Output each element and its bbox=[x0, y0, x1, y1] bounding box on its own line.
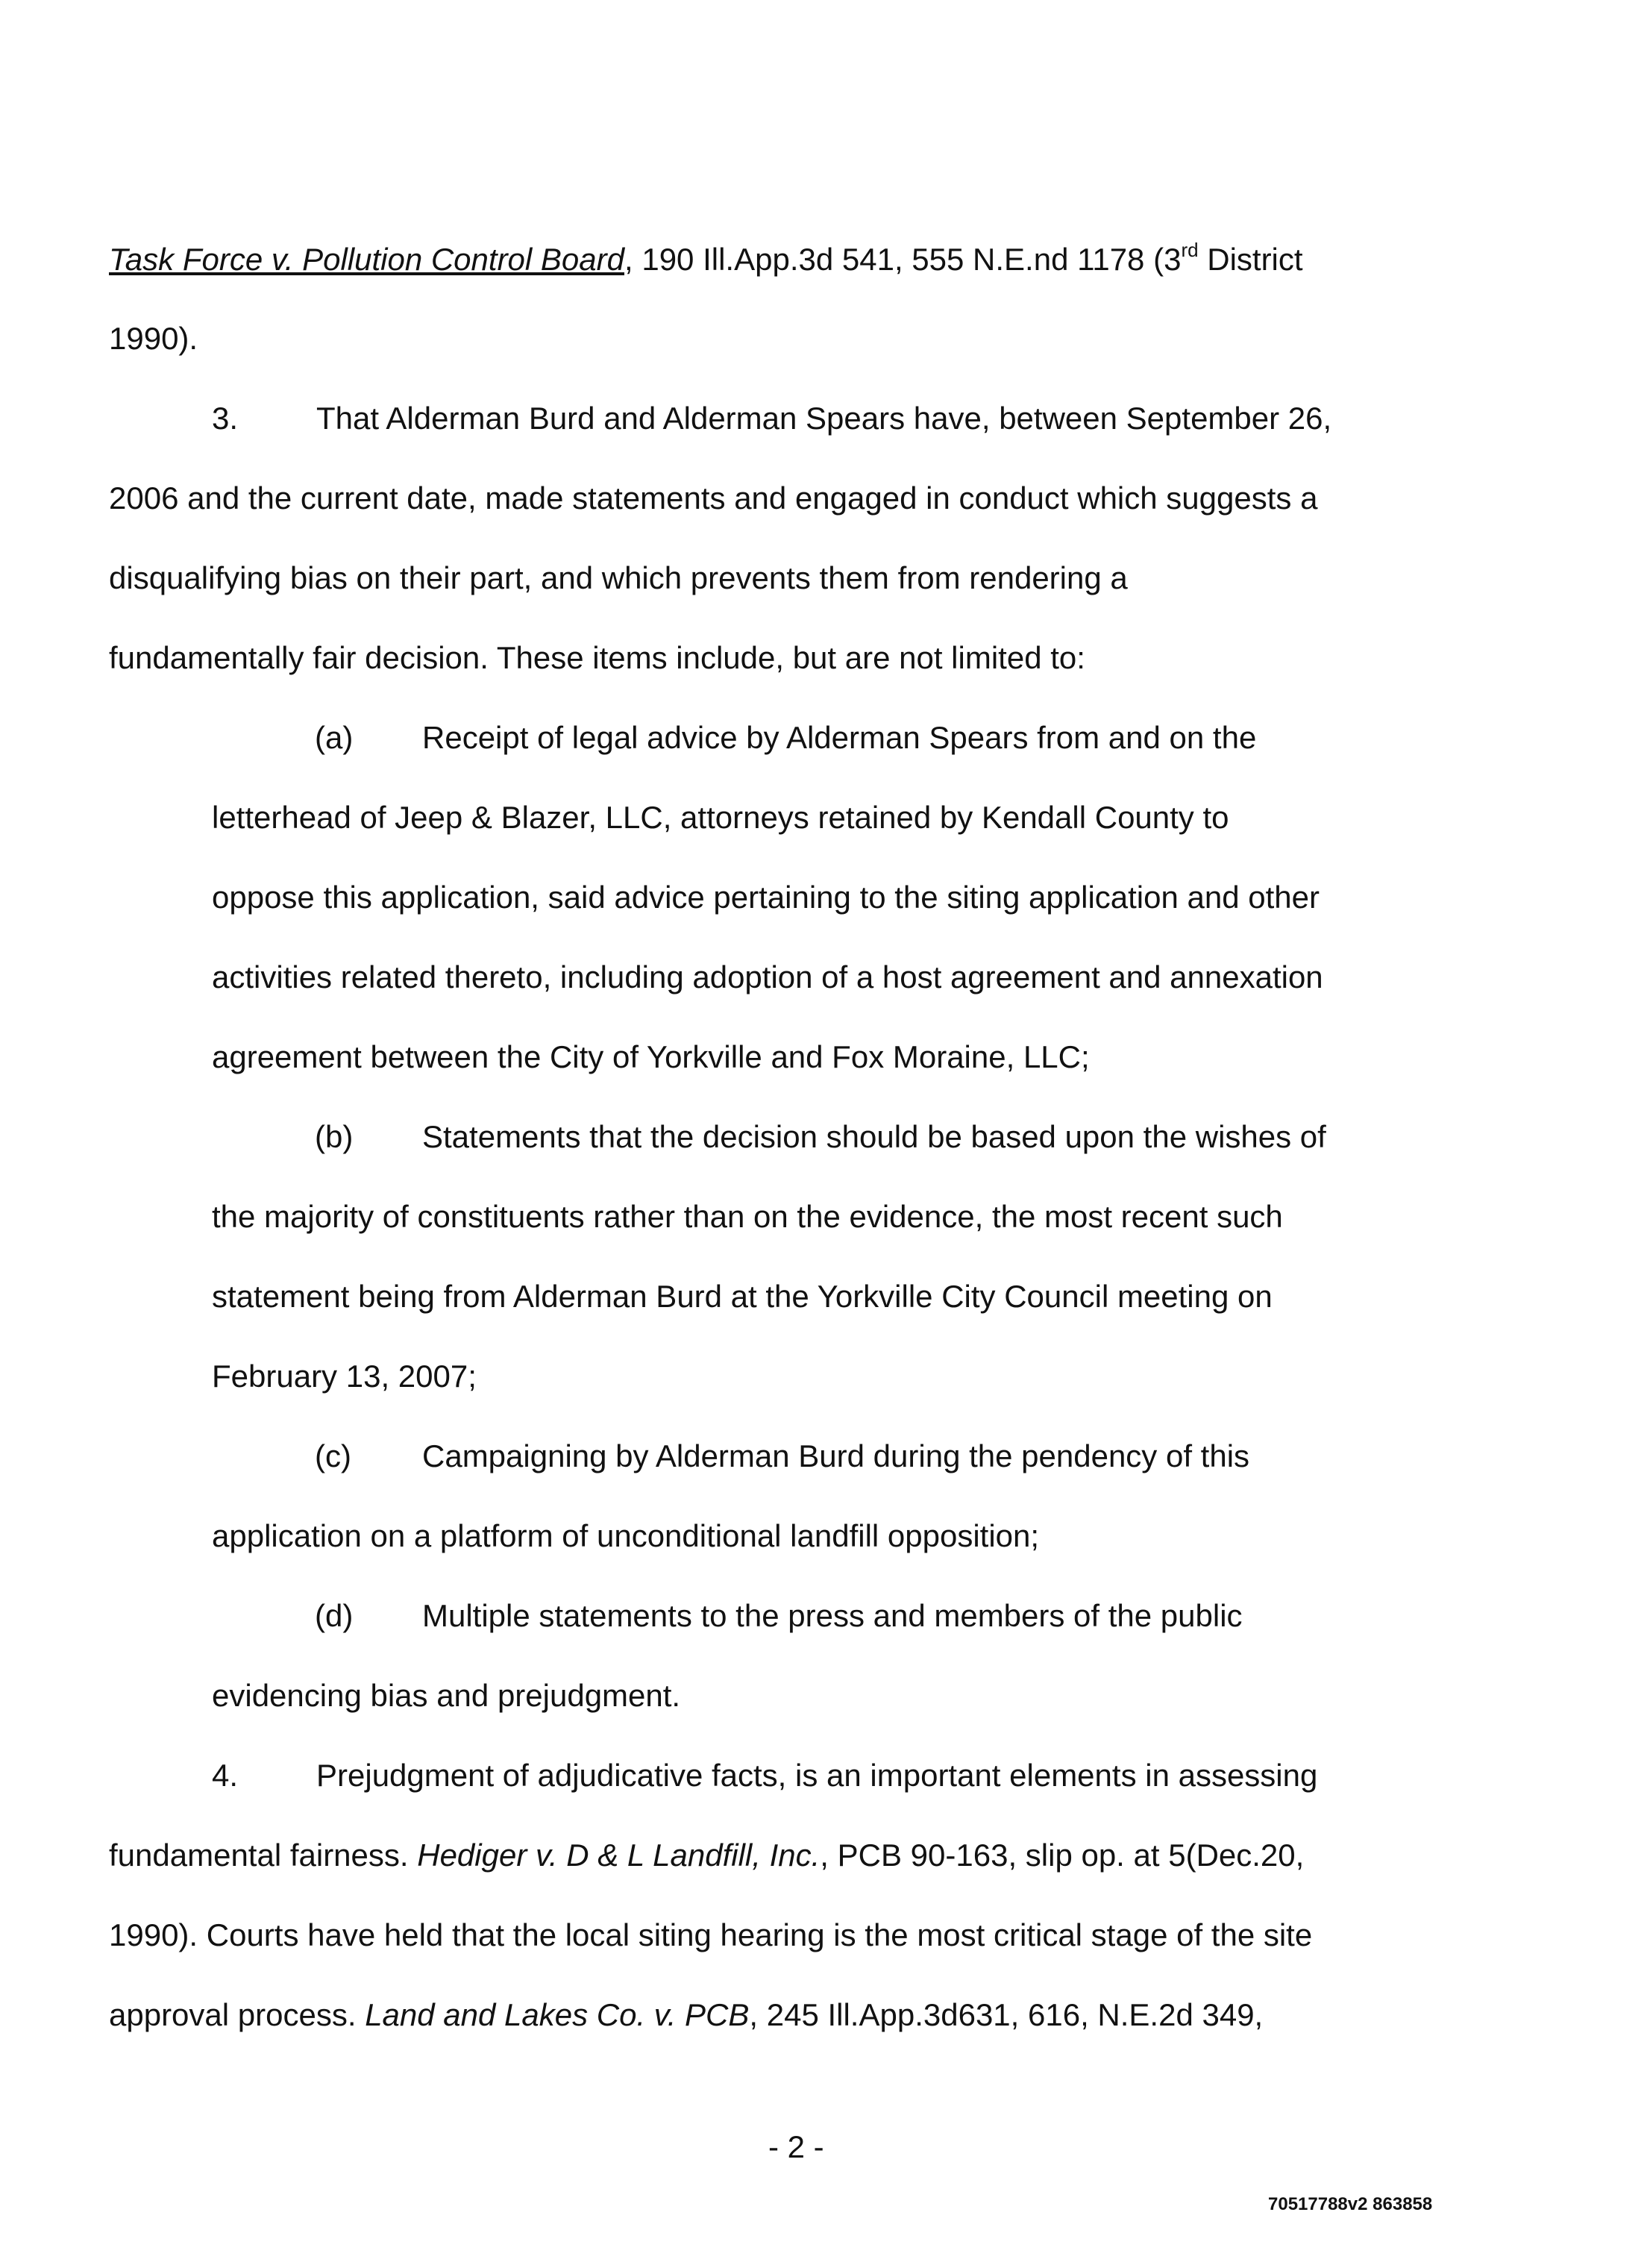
text-line: letterhead of Jeep & Blazer, LLC, attorneys retained by Kendall County to bbox=[212, 800, 1229, 835]
text-segment: approval process. bbox=[109, 1997, 366, 2032]
text-line: 2006 and the current date, made statements and engaged in conduct which suggests a bbox=[109, 480, 1318, 516]
page-number: - 2 - bbox=[768, 2129, 824, 2164]
paragraph-number: 4. bbox=[212, 1758, 239, 1793]
citation-line bbox=[109, 1836, 1304, 1875]
text-line: Receipt of legal advice by Alderman Spears from and on the bbox=[422, 720, 1257, 755]
text-line: 1990). Courts have held that the local siting hearing is the most critical stage of the site bbox=[109, 1917, 1313, 1952]
citation-line bbox=[109, 240, 1303, 279]
text-line: Prejudgment of adjudicative facts, is an important elements in assessing bbox=[316, 1758, 1318, 1793]
text-line: Campaigning by Alderman Burd during the pendency of this bbox=[422, 1438, 1250, 1473]
case-title: Land and Lakes Co. v. PCB bbox=[365, 1997, 750, 2032]
citation-line bbox=[109, 1996, 1263, 2034]
text-line: evidencing bias and prejudgment. bbox=[212, 1678, 681, 1713]
text-line: oppose this application, said advice pertaining to the siting application and other bbox=[212, 880, 1320, 915]
text-line: agreement between the City of Yorkville and Fox Moraine, LLC; bbox=[212, 1039, 1090, 1074]
text-line: Statements that the decision should be based upon the wishes of bbox=[422, 1119, 1326, 1154]
case-title: Hediger v. D & L Landfill, Inc. bbox=[417, 1838, 821, 1873]
text-line: That Alderman Burd and Alderman Spears have, between September 26, bbox=[316, 401, 1332, 436]
citation-text-end: District bbox=[1198, 242, 1303, 277]
text-line: 1990). bbox=[109, 321, 198, 356]
text-line: activities related thereto, including adoption of a host agreement and annexation bbox=[212, 959, 1323, 994]
text-line: application on a platform of unconditional landfill opposition; bbox=[212, 1518, 1040, 1553]
document-id: 70517788v2 863858 bbox=[1268, 2194, 1433, 2214]
item-label: (c) bbox=[315, 1438, 351, 1473]
text-segment: , PCB 90-163, slip op. at 5(Dec.20, bbox=[820, 1838, 1305, 1873]
case-title: Task Force v. Pollution Control Board bbox=[109, 242, 624, 277]
text-line: statement being from Alderman Burd at the Yorkville City Council meeting on bbox=[212, 1279, 1273, 1314]
ordinal-suffix: rd bbox=[1181, 239, 1199, 261]
text-line: February 13, 2007; bbox=[212, 1359, 477, 1394]
text-line: the majority of constituents rather than on the evidence, the most recent such bbox=[212, 1199, 1283, 1234]
text-segment: fundamental fairness. bbox=[109, 1838, 418, 1873]
text-line: fundamentally fair decision. These items include, but are not limited to: bbox=[109, 640, 1085, 675]
text-line: disqualifying bias on their part, and which prevents them from rendering a bbox=[109, 560, 1128, 595]
text-line: Multiple statements to the press and members of the public bbox=[422, 1598, 1243, 1633]
item-label: (d) bbox=[315, 1598, 354, 1633]
citation-text: , 190 Ill.App.3d 541, 555 N.E.nd 1178 (3 bbox=[624, 242, 1182, 277]
paragraph-number: 3. bbox=[212, 401, 239, 436]
item-label: (a) bbox=[315, 720, 354, 755]
text-segment: , 245 Ill.App.3d631, 616, N.E.2d 349, bbox=[749, 1997, 1264, 2032]
item-label: (b) bbox=[315, 1119, 354, 1154]
